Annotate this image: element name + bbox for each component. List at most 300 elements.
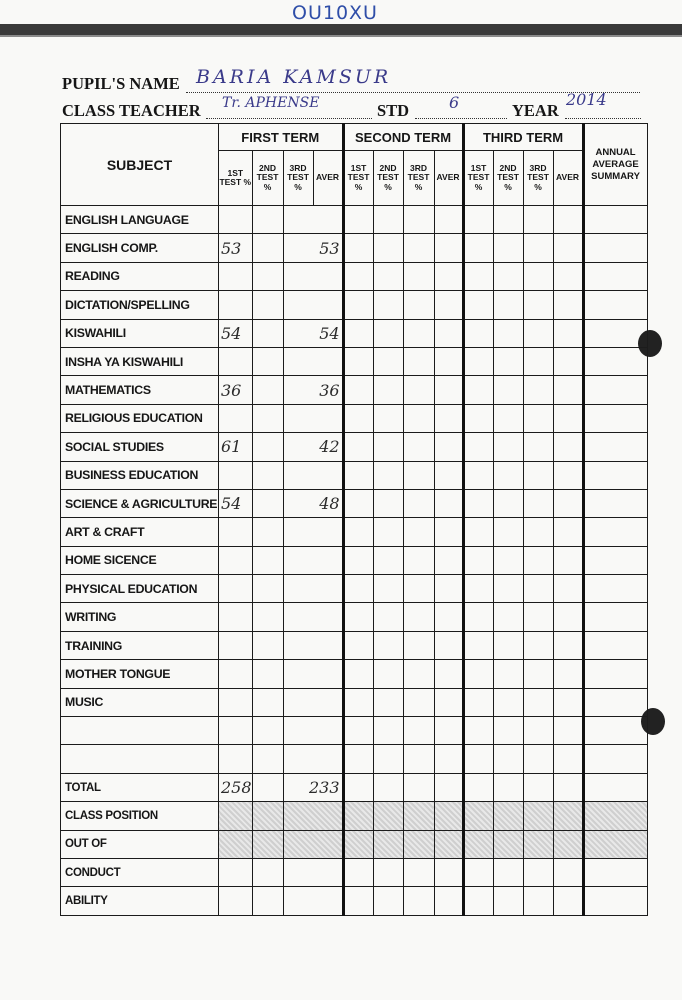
score-cell — [343, 234, 373, 262]
score-cell — [523, 603, 553, 631]
first-term-test1-score: 54 — [219, 489, 253, 517]
score-cell — [493, 518, 523, 546]
score-cell — [523, 319, 553, 347]
first-term-average-score — [283, 717, 343, 745]
subject-row — [61, 262, 648, 290]
score-cell — [553, 461, 583, 489]
score-cell — [403, 404, 434, 432]
score-cell — [434, 603, 463, 631]
score-cell — [493, 717, 523, 745]
score-cell — [373, 433, 403, 461]
first-term-header: FIRST TERM — [219, 124, 344, 151]
first-term-test1-score — [219, 347, 253, 375]
score-cell — [252, 858, 283, 886]
score-cell — [493, 688, 523, 716]
score-cell — [373, 717, 403, 745]
subject-name: WRITING — [61, 603, 219, 631]
score-cell — [434, 291, 463, 319]
score-cell — [252, 461, 283, 489]
score-cell — [343, 291, 373, 319]
score-cell — [523, 433, 553, 461]
score-cell — [463, 319, 493, 347]
score-cell — [403, 688, 434, 716]
score-cell — [252, 603, 283, 631]
score-cell — [373, 802, 403, 830]
score-cell — [343, 206, 373, 234]
class-teacher-value: Tr. APHENSE — [222, 95, 320, 111]
score-cell — [403, 830, 434, 858]
score-cell — [553, 319, 583, 347]
score-cell — [463, 347, 493, 375]
first-term-average-score — [283, 830, 343, 858]
col-head-term2-1: 1ST TEST % — [343, 151, 373, 206]
std-label: STD — [377, 101, 410, 120]
score-cell — [434, 773, 463, 801]
score-cell — [343, 347, 373, 375]
score-cell — [343, 660, 373, 688]
score-cell — [493, 376, 523, 404]
score-cell — [252, 773, 283, 801]
score-cell — [403, 518, 434, 546]
score-cell — [403, 887, 434, 915]
subject-name: HOME SICENCE — [61, 546, 219, 574]
score-cell — [343, 376, 373, 404]
first-term-average-score — [283, 404, 343, 432]
score-cell — [493, 489, 523, 517]
score-cell — [403, 347, 434, 375]
annual-summary-cell — [583, 404, 647, 432]
subject-row — [61, 319, 648, 347]
first-term-average-score — [283, 347, 343, 375]
score-cell — [493, 660, 523, 688]
subject-name: DICTATION/SPELLING — [61, 291, 219, 319]
score-cell — [343, 404, 373, 432]
annual-summary-cell — [583, 291, 647, 319]
first-term-test1-score — [219, 206, 253, 234]
score-cell — [553, 858, 583, 886]
score-cell — [553, 206, 583, 234]
col-head-term2-3: 3RD TEST % — [403, 151, 434, 206]
score-cell — [493, 234, 523, 262]
score-cell — [463, 773, 493, 801]
score-cell — [252, 688, 283, 716]
second-term-header: SECOND TERM — [343, 124, 463, 151]
score-cell — [343, 319, 373, 347]
score-cell — [403, 802, 434, 830]
score-cell — [343, 717, 373, 745]
score-cell — [373, 858, 403, 886]
subject-name — [61, 745, 219, 773]
class-teacher-line — [62, 101, 201, 121]
score-cell — [493, 830, 523, 858]
annual-summary-cell — [583, 433, 647, 461]
col-head-term1-2: 2ND TEST % — [252, 151, 283, 206]
score-cell — [252, 489, 283, 517]
annual-summary-cell — [583, 319, 647, 347]
annual-summary-cell — [583, 717, 647, 745]
pupil-name-line — [62, 74, 180, 94]
first-term-average-score — [283, 745, 343, 773]
first-term-average-score — [283, 802, 343, 830]
subject-name: CONDUCT — [61, 858, 219, 886]
subject-name: ENGLISH COMP. — [61, 234, 219, 262]
score-cell — [493, 603, 523, 631]
first-term-test1-score — [219, 404, 253, 432]
col-head-term2-4: AVER — [434, 151, 463, 206]
score-cell — [403, 234, 434, 262]
first-term-test1-score — [219, 745, 253, 773]
first-term-average-score — [283, 518, 343, 546]
score-cell — [434, 234, 463, 262]
score-cell — [252, 262, 283, 290]
score-cell — [523, 887, 553, 915]
score-cell — [343, 262, 373, 290]
score-cell — [463, 802, 493, 830]
subject-name: PHYSICAL EDUCATION — [61, 575, 219, 603]
score-cell — [553, 887, 583, 915]
score-cell — [403, 603, 434, 631]
first-term-average-score — [283, 206, 343, 234]
score-cell — [523, 518, 553, 546]
subject-name: READING — [61, 262, 219, 290]
score-cell — [553, 773, 583, 801]
score-cell — [252, 830, 283, 858]
score-cell — [523, 858, 553, 886]
score-cell — [463, 688, 493, 716]
score-cell — [463, 518, 493, 546]
report-card-table — [60, 123, 648, 916]
score-cell — [252, 347, 283, 375]
score-cell — [463, 404, 493, 432]
subject-name: OUT OF — [61, 830, 219, 858]
first-term-average-score — [283, 858, 343, 886]
score-cell — [403, 489, 434, 517]
subject-name: SOCIAL STUDIES — [61, 433, 219, 461]
annual-summary-cell — [583, 461, 647, 489]
col-head-term1-3: 3RD TEST % — [283, 151, 313, 206]
score-cell — [343, 489, 373, 517]
first-term-average-score — [283, 688, 343, 716]
score-cell — [553, 717, 583, 745]
score-cell — [553, 660, 583, 688]
col-head-term3-1: 1ST TEST % — [463, 151, 493, 206]
subject-row — [61, 433, 648, 461]
annual-summary-cell — [583, 518, 647, 546]
score-cell — [252, 234, 283, 262]
score-cell — [493, 802, 523, 830]
score-cell — [252, 433, 283, 461]
col-head-term3-2: 2ND TEST % — [493, 151, 523, 206]
col-head-term3-3: 3RD TEST % — [523, 151, 553, 206]
score-cell — [463, 858, 493, 886]
score-cell — [434, 660, 463, 688]
subject-name: MATHEMATICS — [61, 376, 219, 404]
score-cell — [373, 404, 403, 432]
year-label: YEAR — [512, 101, 559, 120]
first-term-test1-score — [219, 858, 253, 886]
subject-row — [61, 660, 648, 688]
score-cell — [434, 376, 463, 404]
score-cell — [493, 347, 523, 375]
score-cell — [403, 291, 434, 319]
score-cell — [403, 717, 434, 745]
score-cell — [523, 830, 553, 858]
annual-summary-cell — [583, 347, 647, 375]
score-cell — [553, 631, 583, 659]
subject-header: SUBJECT — [61, 124, 219, 206]
score-cell — [493, 858, 523, 886]
subject-row — [61, 461, 648, 489]
top-border-bar — [0, 24, 682, 35]
score-cell — [373, 660, 403, 688]
subject-name: MUSIC — [61, 688, 219, 716]
score-cell — [343, 688, 373, 716]
subject-row — [61, 489, 648, 517]
score-cell — [403, 858, 434, 886]
first-term-test1-score — [219, 887, 253, 915]
footer-row — [61, 802, 648, 830]
score-cell — [434, 745, 463, 773]
document-stamp: OU10XU — [292, 2, 378, 24]
first-term-average-score: 53 — [283, 234, 343, 262]
col-head-term1-1: 1ST TEST % — [219, 151, 253, 206]
score-cell — [463, 433, 493, 461]
score-cell — [373, 376, 403, 404]
score-cell — [523, 206, 553, 234]
score-cell — [373, 206, 403, 234]
subject-name: MOTHER TONGUE — [61, 660, 219, 688]
subject-row — [61, 745, 648, 773]
score-cell — [493, 319, 523, 347]
annual-summary-header: ANNUAL AVERAGE SUMMARY — [583, 124, 647, 206]
score-cell — [252, 887, 283, 915]
first-term-test1-score — [219, 631, 253, 659]
subject-name — [61, 717, 219, 745]
score-cell — [493, 575, 523, 603]
first-term-average-score — [283, 631, 343, 659]
score-cell — [373, 603, 403, 631]
score-cell — [523, 717, 553, 745]
score-cell — [343, 518, 373, 546]
subject-name: TOTAL — [61, 773, 219, 801]
score-cell — [463, 660, 493, 688]
score-cell — [434, 802, 463, 830]
annual-summary-cell — [583, 575, 647, 603]
score-cell — [493, 291, 523, 319]
score-cell — [523, 688, 553, 716]
first-term-test1-score: 61 — [219, 433, 253, 461]
score-cell — [553, 262, 583, 290]
score-cell — [343, 802, 373, 830]
score-cell — [373, 347, 403, 375]
first-term-average-score — [283, 575, 343, 603]
score-cell — [343, 887, 373, 915]
score-cell — [463, 234, 493, 262]
score-cell — [434, 433, 463, 461]
subject-row — [61, 546, 648, 574]
score-cell — [523, 546, 553, 574]
score-cell — [252, 291, 283, 319]
first-term-test1-score — [219, 688, 253, 716]
score-cell — [434, 830, 463, 858]
annual-summary-cell — [583, 489, 647, 517]
footer-row — [61, 887, 648, 915]
score-cell — [523, 234, 553, 262]
score-cell — [252, 660, 283, 688]
score-cell — [434, 717, 463, 745]
score-cell — [403, 262, 434, 290]
subject-name: ENGLISH LANGUAGE — [61, 206, 219, 234]
score-cell — [463, 631, 493, 659]
score-cell — [434, 489, 463, 517]
subject-row — [61, 206, 648, 234]
score-cell — [373, 830, 403, 858]
score-cell — [434, 262, 463, 290]
score-cell — [373, 887, 403, 915]
score-cell — [434, 887, 463, 915]
first-term-average-score: 36 — [283, 376, 343, 404]
score-cell — [553, 404, 583, 432]
score-cell — [403, 433, 434, 461]
score-cell — [523, 376, 553, 404]
annual-summary-cell — [583, 802, 647, 830]
subject-name: KISWAHILI — [61, 319, 219, 347]
score-cell — [373, 745, 403, 773]
score-cell — [403, 546, 434, 574]
score-cell — [252, 206, 283, 234]
score-cell — [373, 489, 403, 517]
subject-row — [61, 575, 648, 603]
footer-row — [61, 773, 648, 801]
subject-row — [61, 234, 648, 262]
first-term-test1-score — [219, 262, 253, 290]
score-cell — [343, 461, 373, 489]
year-value: 2014 — [566, 90, 607, 109]
first-term-test1-score — [219, 603, 253, 631]
third-term-header: THIRD TERM — [463, 124, 583, 151]
subject-row — [61, 347, 648, 375]
score-cell — [373, 631, 403, 659]
first-term-test1-score — [219, 518, 253, 546]
std-dots — [415, 118, 507, 119]
subject-name: ART & CRAFT — [61, 518, 219, 546]
score-cell — [434, 461, 463, 489]
score-cell — [463, 291, 493, 319]
score-cell — [463, 376, 493, 404]
score-cell — [523, 262, 553, 290]
pupil-name-value: BARIA KAMSUR — [196, 66, 392, 88]
first-term-average-score: 42 — [283, 433, 343, 461]
score-cell — [523, 347, 553, 375]
first-term-test1-score — [219, 660, 253, 688]
score-cell — [373, 234, 403, 262]
subject-row — [61, 291, 648, 319]
first-term-average-score: 233 — [283, 773, 343, 801]
first-term-average-score — [283, 660, 343, 688]
score-cell — [523, 802, 553, 830]
pupil-name-label: PUPIL'S NAME — [62, 74, 180, 93]
score-cell — [553, 489, 583, 517]
score-cell — [434, 518, 463, 546]
score-cell — [343, 631, 373, 659]
score-cell — [373, 319, 403, 347]
subject-row — [61, 518, 648, 546]
annual-summary-cell — [583, 603, 647, 631]
score-cell — [252, 404, 283, 432]
score-cell — [403, 319, 434, 347]
score-cell — [434, 546, 463, 574]
score-cell — [343, 773, 373, 801]
score-cell — [403, 660, 434, 688]
subject-name: SCIENCE & AGRICULTURE — [61, 489, 219, 517]
score-cell — [252, 319, 283, 347]
annual-summary-cell — [583, 858, 647, 886]
annual-summary-cell — [583, 546, 647, 574]
score-cell — [553, 347, 583, 375]
score-cell — [523, 660, 553, 688]
score-cell — [434, 631, 463, 659]
score-cell — [553, 546, 583, 574]
score-cell — [373, 262, 403, 290]
first-term-average-score: 54 — [283, 319, 343, 347]
score-cell — [523, 404, 553, 432]
score-cell — [553, 234, 583, 262]
score-cell — [252, 376, 283, 404]
score-cell — [373, 688, 403, 716]
score-cell — [553, 433, 583, 461]
score-cell — [463, 489, 493, 517]
subject-row — [61, 631, 648, 659]
score-cell — [434, 347, 463, 375]
score-cell — [463, 745, 493, 773]
score-cell — [343, 433, 373, 461]
year-dots — [565, 118, 641, 119]
score-cell — [343, 546, 373, 574]
annual-summary-cell — [583, 262, 647, 290]
score-cell — [493, 262, 523, 290]
subject-row — [61, 717, 648, 745]
score-cell — [434, 858, 463, 886]
score-cell — [523, 745, 553, 773]
score-cell — [434, 206, 463, 234]
subject-name: CLASS POSITION — [61, 802, 219, 830]
first-term-test1-score: 53 — [219, 234, 253, 262]
score-cell — [403, 575, 434, 603]
score-cell — [343, 745, 373, 773]
footer-row — [61, 830, 648, 858]
first-term-test1-score — [219, 717, 253, 745]
annual-summary-cell — [583, 631, 647, 659]
score-cell — [463, 830, 493, 858]
annual-summary-cell — [583, 234, 647, 262]
score-cell — [523, 773, 553, 801]
subject-name: INSHA YA KISWAHILI — [61, 347, 219, 375]
first-term-average-score — [283, 291, 343, 319]
subject-name: ABILITY — [61, 887, 219, 915]
col-head-term3-4: AVER — [553, 151, 583, 206]
first-term-average-score — [283, 546, 343, 574]
first-term-average-score — [283, 262, 343, 290]
score-cell — [343, 575, 373, 603]
score-cell — [252, 802, 283, 830]
score-cell — [343, 858, 373, 886]
score-cell — [403, 773, 434, 801]
score-cell — [523, 575, 553, 603]
subject-row — [61, 376, 648, 404]
score-cell — [553, 830, 583, 858]
score-cell — [463, 206, 493, 234]
annual-summary-cell — [583, 688, 647, 716]
